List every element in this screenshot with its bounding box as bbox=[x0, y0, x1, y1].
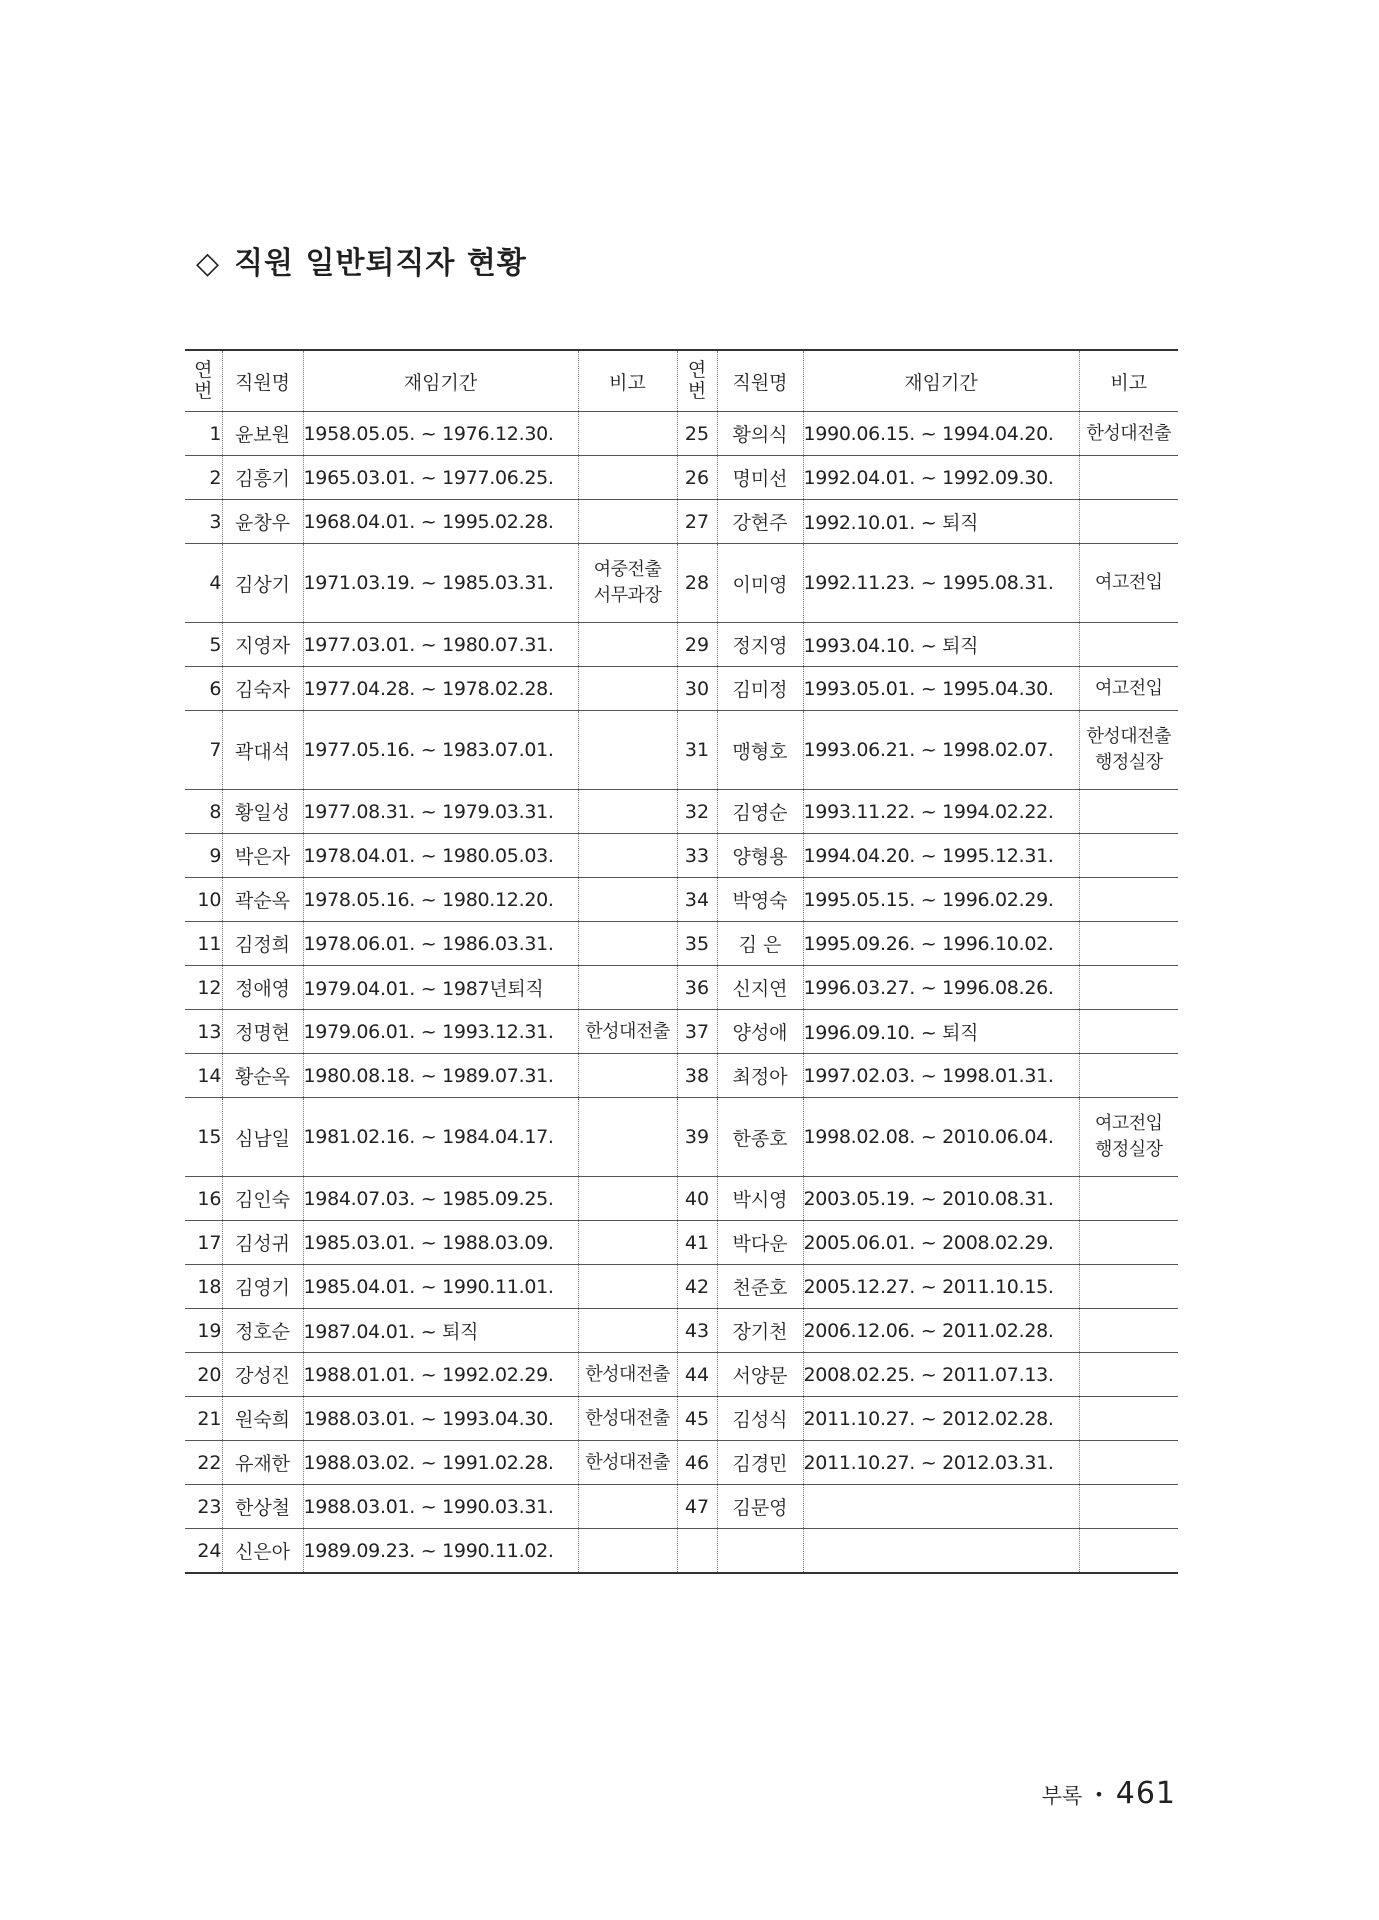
cell-tenure-period: 1993.04.10. ~ 퇴직 bbox=[803, 623, 1079, 667]
cell-seq: 40 bbox=[677, 1177, 717, 1221]
cell-staff-name: 신은아 bbox=[222, 1529, 303, 1574]
cell-seq: 37 bbox=[677, 1010, 717, 1054]
cell-seq: 27 bbox=[677, 500, 717, 544]
cell-staff-name: 윤창우 bbox=[222, 500, 303, 544]
cell-staff-name: 김미정 bbox=[717, 667, 803, 711]
cell-staff-name: 지영자 bbox=[222, 623, 303, 667]
cell-tenure-period: 1985.04.01. ~ 1990.11.01. bbox=[303, 1265, 578, 1309]
cell-staff-name: 김경민 bbox=[717, 1441, 803, 1485]
cell-staff-name: 김숙자 bbox=[222, 667, 303, 711]
cell-tenure-period: 1977.03.01. ~ 1980.07.31. bbox=[303, 623, 578, 667]
cell-seq: 44 bbox=[677, 1353, 717, 1397]
cell-remark bbox=[1079, 1265, 1178, 1309]
cell-seq: 2 bbox=[185, 456, 222, 500]
cell-tenure-period: 1998.02.08. ~ 2010.06.04. bbox=[803, 1098, 1079, 1177]
cell-remark bbox=[1079, 1221, 1178, 1265]
table-body bbox=[185, 412, 1178, 1574]
cell-tenure-period: 1979.06.01. ~ 1993.12.31. bbox=[303, 1010, 578, 1054]
cell-staff-name: 김상기 bbox=[222, 544, 303, 623]
footer-separator: • bbox=[1094, 1785, 1104, 1804]
cell-tenure-period: 1977.08.31. ~ 1979.03.31. bbox=[303, 790, 578, 834]
cell-remark bbox=[578, 500, 677, 544]
cell-seq: 47 bbox=[677, 1485, 717, 1529]
table-row bbox=[185, 1054, 1178, 1098]
cell-remark bbox=[1079, 1010, 1178, 1054]
cell-seq: 17 bbox=[185, 1221, 222, 1265]
cell-seq: 26 bbox=[677, 456, 717, 500]
header-note: 비고 bbox=[1079, 350, 1178, 412]
cell-staff-name: 심남일 bbox=[222, 1098, 303, 1177]
cell-seq: 1 bbox=[185, 412, 222, 456]
cell-remark bbox=[578, 1485, 677, 1529]
cell-staff-name: 맹형호 bbox=[717, 711, 803, 790]
cell-tenure-period: 2003.05.19. ~ 2010.08.31. bbox=[803, 1177, 1079, 1221]
remark-line-1: 여중전출 bbox=[593, 559, 662, 580]
cell-seq: 21 bbox=[185, 1397, 222, 1441]
cell-tenure-period: 2005.12.27. ~ 2011.10.15. bbox=[803, 1265, 1079, 1309]
header-seq-bottom: 번 bbox=[687, 380, 707, 402]
cell-seq: 34 bbox=[677, 878, 717, 922]
cell-seq: 45 bbox=[677, 1397, 717, 1441]
cell-tenure-period: 2006.12.06. ~ 2011.02.28. bbox=[803, 1309, 1079, 1353]
cell-tenure-period: 1980.08.18. ~ 1989.07.31. bbox=[303, 1054, 578, 1098]
cell-seq: 8 bbox=[185, 790, 222, 834]
cell-tenure-period: 2011.10.27. ~ 2012.03.31. bbox=[803, 1441, 1079, 1485]
cell-remark bbox=[578, 834, 677, 878]
cell-seq: 41 bbox=[677, 1221, 717, 1265]
cell-staff-name: 김문영 bbox=[717, 1485, 803, 1529]
cell-remark bbox=[578, 1054, 677, 1098]
table-row bbox=[185, 623, 1178, 667]
cell-tenure-period: 1995.09.26. ~ 1996.10.02. bbox=[803, 922, 1079, 966]
cell-tenure-period: 1993.06.21. ~ 1998.02.07. bbox=[803, 711, 1079, 790]
cell-remark: 한성대전출 bbox=[578, 1397, 677, 1441]
header-name: 직원명 bbox=[717, 350, 803, 412]
cell-staff-name: 최정아 bbox=[717, 1054, 803, 1098]
table-row bbox=[185, 1397, 1178, 1441]
cell-remark bbox=[1079, 878, 1178, 922]
cell-remark bbox=[578, 544, 677, 623]
cell-tenure-period: 1989.09.23. ~ 1990.11.02. bbox=[303, 1529, 578, 1574]
cell-tenure-period bbox=[803, 1529, 1079, 1574]
cell-staff-name: 강성진 bbox=[222, 1353, 303, 1397]
cell-seq: 42 bbox=[677, 1265, 717, 1309]
cell-staff-name: 곽대석 bbox=[222, 711, 303, 790]
cell-staff-name: 한종호 bbox=[717, 1098, 803, 1177]
table-row bbox=[185, 1529, 1178, 1574]
cell-remark: 한성대전출 bbox=[578, 1353, 677, 1397]
cell-seq: 38 bbox=[677, 1054, 717, 1098]
table-row bbox=[185, 1177, 1178, 1221]
cell-seq: 28 bbox=[677, 544, 717, 623]
table-row bbox=[185, 878, 1178, 922]
cell-tenure-period: 1996.09.10. ~ 퇴직 bbox=[803, 1010, 1079, 1054]
table-row bbox=[185, 790, 1178, 834]
cell-remark bbox=[578, 1098, 677, 1177]
cell-staff-name: 서양문 bbox=[717, 1353, 803, 1397]
remark-line-2: 행정실장 bbox=[1094, 752, 1163, 773]
header-period: 재임기간 bbox=[303, 350, 578, 412]
cell-staff-name: 이미영 bbox=[717, 544, 803, 623]
table-row bbox=[185, 834, 1178, 878]
cell-remark bbox=[1079, 711, 1178, 790]
cell-staff-name: 곽순옥 bbox=[222, 878, 303, 922]
cell-staff-name: 정지영 bbox=[717, 623, 803, 667]
cell-tenure-period: 1990.06.15. ~ 1994.04.20. bbox=[803, 412, 1079, 456]
cell-remark bbox=[1079, 1529, 1178, 1574]
cell-staff-name: 정명현 bbox=[222, 1010, 303, 1054]
cell-staff-name: 박다운 bbox=[717, 1221, 803, 1265]
header-period: 재임기간 bbox=[803, 350, 1079, 412]
cell-seq: 39 bbox=[677, 1098, 717, 1177]
cell-staff-name: 김영순 bbox=[717, 790, 803, 834]
cell-remark bbox=[578, 1177, 677, 1221]
cell-staff-name: 박영숙 bbox=[717, 878, 803, 922]
cell-remark: 한성대전출 bbox=[578, 1441, 677, 1485]
cell-tenure-period: 1988.01.01. ~ 1992.02.29. bbox=[303, 1353, 578, 1397]
cell-tenure-period: 1993.11.22. ~ 1994.02.22. bbox=[803, 790, 1079, 834]
cell-staff-name: 박시영 bbox=[717, 1177, 803, 1221]
cell-remark: 한성대전출 bbox=[1079, 412, 1178, 456]
cell-seq: 10 bbox=[185, 878, 222, 922]
cell-staff-name: 신지연 bbox=[717, 966, 803, 1010]
cell-tenure-period: 1992.11.23. ~ 1995.08.31. bbox=[803, 544, 1079, 623]
cell-tenure-period: 1993.05.01. ~ 1995.04.30. bbox=[803, 667, 1079, 711]
cell-seq: 33 bbox=[677, 834, 717, 878]
cell-staff-name: 김인숙 bbox=[222, 1177, 303, 1221]
cell-remark: 여고전입 bbox=[1079, 544, 1178, 623]
cell-remark bbox=[1079, 1441, 1178, 1485]
cell-remark bbox=[578, 667, 677, 711]
cell-remark bbox=[578, 1265, 677, 1309]
cell-tenure-period: 1995.05.15. ~ 1996.02.29. bbox=[803, 878, 1079, 922]
cell-seq: 15 bbox=[185, 1098, 222, 1177]
table-row bbox=[185, 1309, 1178, 1353]
cell-remark bbox=[1079, 1177, 1178, 1221]
cell-remark bbox=[1079, 922, 1178, 966]
footer-section: 부록 bbox=[1041, 1784, 1083, 1808]
cell-staff-name: 윤보원 bbox=[222, 412, 303, 456]
retired-staff-table bbox=[185, 349, 1178, 1574]
table-row bbox=[185, 412, 1178, 456]
cell-remark bbox=[1079, 790, 1178, 834]
cell-seq: 5 bbox=[185, 623, 222, 667]
cell-remark bbox=[578, 790, 677, 834]
page-title-text: 직원 일반퇴직자 현황 bbox=[234, 246, 527, 281]
cell-tenure-period: 2005.06.01. ~ 2008.02.29. bbox=[803, 1221, 1079, 1265]
cell-staff-name: 박은자 bbox=[222, 834, 303, 878]
table-row bbox=[185, 500, 1178, 544]
cell-staff-name: 황일성 bbox=[222, 790, 303, 834]
table-row bbox=[185, 1353, 1178, 1397]
cell-remark bbox=[1079, 1485, 1178, 1529]
cell-tenure-period: 1992.10.01. ~ 퇴직 bbox=[803, 500, 1079, 544]
cell-tenure-period: 1978.04.01. ~ 1980.05.03. bbox=[303, 834, 578, 878]
cell-tenure-period bbox=[803, 1485, 1079, 1529]
cell-tenure-period: 1977.05.16. ~ 1983.07.01. bbox=[303, 711, 578, 790]
remark-line-1: 여고전입 bbox=[1094, 1113, 1163, 1134]
table-row bbox=[185, 922, 1178, 966]
cell-seq: 30 bbox=[677, 667, 717, 711]
cell-remark bbox=[578, 922, 677, 966]
cell-seq: 9 bbox=[185, 834, 222, 878]
cell-staff-name: 정호순 bbox=[222, 1309, 303, 1353]
cell-seq: 19 bbox=[185, 1309, 222, 1353]
table-row bbox=[185, 1441, 1178, 1485]
cell-seq: 11 bbox=[185, 922, 222, 966]
cell-seq: 14 bbox=[185, 1054, 222, 1098]
cell-seq: 4 bbox=[185, 544, 222, 623]
cell-seq: 13 bbox=[185, 1010, 222, 1054]
cell-staff-name: 명미선 bbox=[717, 456, 803, 500]
cell-tenure-period: 1968.04.01. ~ 1995.02.28. bbox=[303, 500, 578, 544]
cell-tenure-period: 1984.07.03. ~ 1985.09.25. bbox=[303, 1177, 578, 1221]
cell-seq: 22 bbox=[185, 1441, 222, 1485]
table-row bbox=[185, 667, 1178, 711]
cell-tenure-period: 1996.03.27. ~ 1996.08.26. bbox=[803, 966, 1079, 1010]
cell-remark bbox=[578, 711, 677, 790]
header-name: 직원명 bbox=[222, 350, 303, 412]
cell-tenure-period: 1981.02.16. ~ 1984.04.17. bbox=[303, 1098, 578, 1177]
cell-tenure-period: 2011.10.27. ~ 2012.02.28. bbox=[803, 1397, 1079, 1441]
cell-seq: 31 bbox=[677, 711, 717, 790]
cell-remark bbox=[578, 1529, 677, 1574]
cell-staff-name: 김흥기 bbox=[222, 456, 303, 500]
remark-line-2: 서무과장 bbox=[593, 585, 662, 606]
cell-seq: 16 bbox=[185, 1177, 222, 1221]
cell-remark bbox=[578, 412, 677, 456]
cell-tenure-period: 1971.03.19. ~ 1985.03.31. bbox=[303, 544, 578, 623]
header-seq bbox=[677, 350, 717, 412]
table-row bbox=[185, 544, 1178, 623]
cell-staff-name: 유재한 bbox=[222, 1441, 303, 1485]
cell-seq: 20 bbox=[185, 1353, 222, 1397]
cell-tenure-period: 1979.04.01. ~ 1987년퇴직 bbox=[303, 966, 578, 1010]
cell-tenure-period: 1987.04.01. ~ 퇴직 bbox=[303, 1309, 578, 1353]
page-number: 461 bbox=[1115, 1776, 1176, 1811]
cell-staff-name: 원숙희 bbox=[222, 1397, 303, 1441]
cell-tenure-period: 2008.02.25. ~ 2011.07.13. bbox=[803, 1353, 1079, 1397]
cell-remark: 한성대전출 bbox=[578, 1010, 677, 1054]
cell-seq: 46 bbox=[677, 1441, 717, 1485]
cell-remark bbox=[1079, 966, 1178, 1010]
cell-tenure-period: 1978.05.16. ~ 1980.12.20. bbox=[303, 878, 578, 922]
header-seq bbox=[185, 350, 222, 412]
cell-remark bbox=[1079, 1309, 1178, 1353]
cell-staff-name: 김성귀 bbox=[222, 1221, 303, 1265]
table-row bbox=[185, 456, 1178, 500]
cell-seq: 43 bbox=[677, 1309, 717, 1353]
cell-remark bbox=[1079, 1098, 1178, 1177]
cell-remark bbox=[578, 1221, 677, 1265]
remark-line-2: 행정실장 bbox=[1094, 1139, 1163, 1160]
table-header-row bbox=[185, 350, 1178, 412]
cell-remark bbox=[578, 1309, 677, 1353]
cell-tenure-period: 1997.02.03. ~ 1998.01.31. bbox=[803, 1054, 1079, 1098]
header-note: 비고 bbox=[578, 350, 677, 412]
cell-seq: 35 bbox=[677, 922, 717, 966]
cell-seq: 32 bbox=[677, 790, 717, 834]
cell-remark bbox=[578, 623, 677, 667]
cell-staff-name bbox=[717, 1529, 803, 1574]
cell-seq: 6 bbox=[185, 667, 222, 711]
table-row bbox=[185, 966, 1178, 1010]
cell-staff-name: 김 은 bbox=[717, 922, 803, 966]
cell-remark bbox=[1079, 456, 1178, 500]
table-row bbox=[185, 1010, 1178, 1054]
cell-remark bbox=[1079, 1353, 1178, 1397]
cell-tenure-period: 1965.03.01. ~ 1977.06.25. bbox=[303, 456, 578, 500]
cell-staff-name: 김정희 bbox=[222, 922, 303, 966]
table-row bbox=[185, 1485, 1178, 1529]
cell-seq: 18 bbox=[185, 1265, 222, 1309]
diamond-outline-icon: ◇ bbox=[196, 246, 221, 281]
cell-staff-name: 천준호 bbox=[717, 1265, 803, 1309]
cell-tenure-period: 1985.03.01. ~ 1988.03.09. bbox=[303, 1221, 578, 1265]
header-seq-top: 연 bbox=[194, 359, 213, 381]
cell-remark bbox=[578, 456, 677, 500]
cell-seq: 36 bbox=[677, 966, 717, 1010]
cell-staff-name: 장기천 bbox=[717, 1309, 803, 1353]
cell-tenure-period: 1977.04.28. ~ 1978.02.28. bbox=[303, 667, 578, 711]
cell-seq: 24 bbox=[185, 1529, 222, 1574]
header-seq-bottom: 번 bbox=[194, 380, 213, 402]
cell-remark bbox=[1079, 1397, 1178, 1441]
cell-seq: 12 bbox=[185, 966, 222, 1010]
cell-remark bbox=[1079, 834, 1178, 878]
page-title bbox=[196, 238, 527, 282]
cell-seq bbox=[677, 1529, 717, 1574]
cell-seq: 25 bbox=[677, 412, 717, 456]
cell-staff-name: 정애영 bbox=[222, 966, 303, 1010]
cell-remark bbox=[578, 878, 677, 922]
cell-staff-name: 양형용 bbox=[717, 834, 803, 878]
cell-seq: 7 bbox=[185, 711, 222, 790]
remark-line-1: 한성대전출 bbox=[1086, 726, 1171, 747]
cell-tenure-period: 1988.03.01. ~ 1993.04.30. bbox=[303, 1397, 578, 1441]
cell-tenure-period: 1992.04.01. ~ 1992.09.30. bbox=[803, 456, 1079, 500]
table-row bbox=[185, 1221, 1178, 1265]
table-row bbox=[185, 1098, 1178, 1177]
cell-tenure-period: 1988.03.01. ~ 1990.03.31. bbox=[303, 1485, 578, 1529]
cell-tenure-period: 1988.03.02. ~ 1991.02.28. bbox=[303, 1441, 578, 1485]
cell-tenure-period: 1994.04.20. ~ 1995.12.31. bbox=[803, 834, 1079, 878]
cell-seq: 29 bbox=[677, 623, 717, 667]
cell-remark bbox=[1079, 1054, 1178, 1098]
cell-remark bbox=[578, 966, 677, 1010]
table-row bbox=[185, 1265, 1178, 1309]
cell-seq: 23 bbox=[185, 1485, 222, 1529]
cell-tenure-period: 1978.06.01. ~ 1986.03.31. bbox=[303, 922, 578, 966]
cell-staff-name: 한상철 bbox=[222, 1485, 303, 1529]
cell-staff-name: 김성식 bbox=[717, 1397, 803, 1441]
cell-remark bbox=[1079, 500, 1178, 544]
cell-staff-name: 황의식 bbox=[717, 412, 803, 456]
page-footer bbox=[1042, 1776, 1176, 1811]
cell-tenure-period: 1958.05.05. ~ 1976.12.30. bbox=[303, 412, 578, 456]
cell-staff-name: 황순옥 bbox=[222, 1054, 303, 1098]
cell-staff-name: 양성애 bbox=[717, 1010, 803, 1054]
cell-staff-name: 강현주 bbox=[717, 500, 803, 544]
cell-seq: 3 bbox=[185, 500, 222, 544]
header-seq-top: 연 bbox=[687, 359, 707, 381]
cell-staff-name: 김영기 bbox=[222, 1265, 303, 1309]
table-row bbox=[185, 711, 1178, 790]
cell-remark: 여고전입 bbox=[1079, 667, 1178, 711]
cell-remark bbox=[1079, 623, 1178, 667]
